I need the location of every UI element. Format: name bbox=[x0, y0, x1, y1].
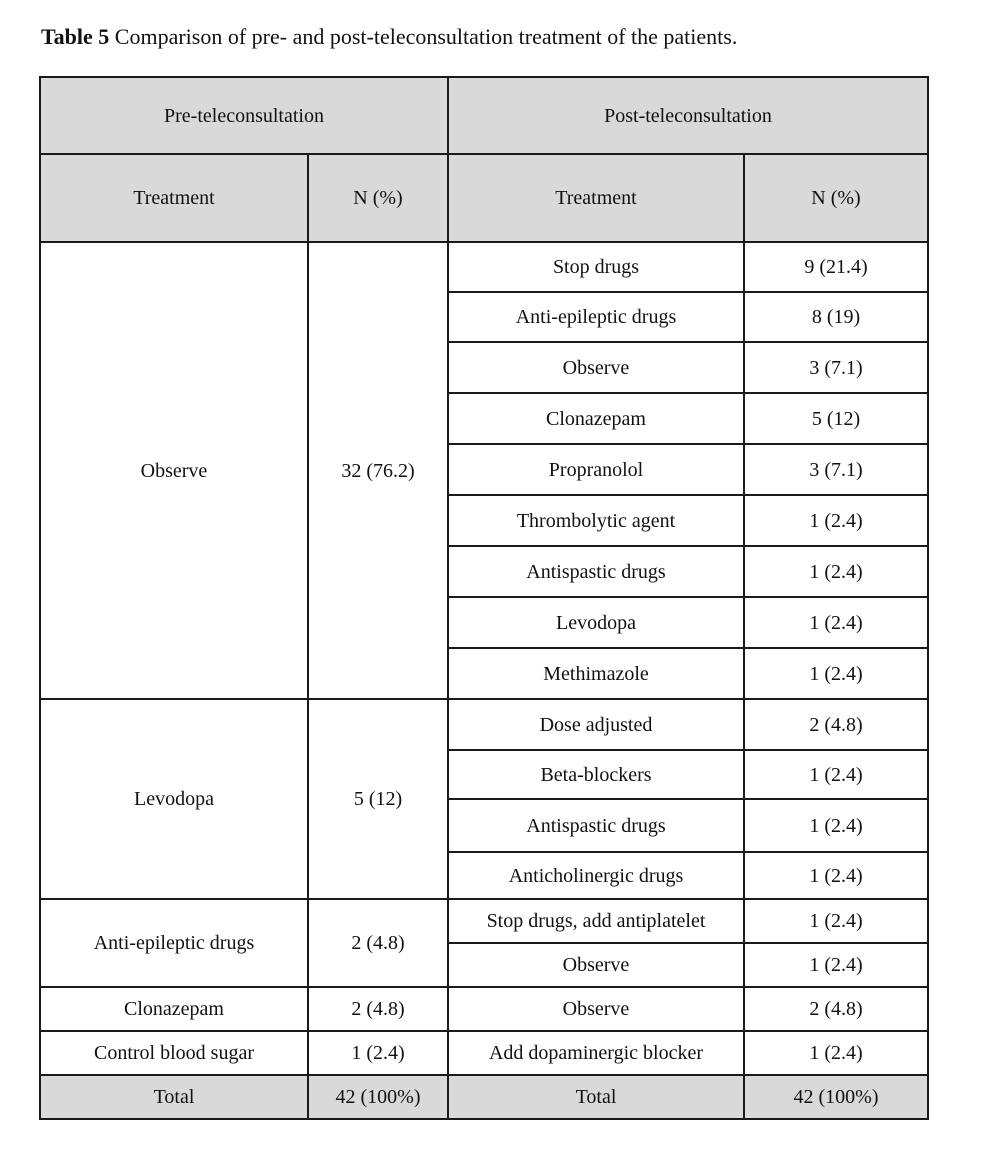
pre-teleconsultation-header: Pre-teleconsultation bbox=[40, 77, 448, 154]
post-treatment-header: Treatment bbox=[448, 154, 744, 242]
post-treatment-cell: Dose adjusted bbox=[448, 699, 744, 750]
post-treatment-cell: Observe bbox=[448, 342, 744, 393]
post-n-cell: 1 (2.4) bbox=[744, 852, 928, 899]
post-treatment-cell: Observe bbox=[448, 943, 744, 987]
header-row-columns bbox=[40, 154, 928, 242]
table-row bbox=[40, 1031, 928, 1075]
pre-treatment-cell: Levodopa bbox=[40, 699, 308, 899]
pre-n-header: N (%) bbox=[308, 154, 448, 242]
post-n-cell: 1 (2.4) bbox=[744, 750, 928, 799]
post-treatment-cell: Propranolol bbox=[448, 444, 744, 495]
post-treatment-cell: Antispastic drugs bbox=[448, 799, 744, 852]
post-treatment-cell: Antispastic drugs bbox=[448, 546, 744, 597]
post-total-n: 42 (100%) bbox=[744, 1075, 928, 1119]
post-n-cell: 2 (4.8) bbox=[744, 987, 928, 1031]
post-n-cell: 1 (2.4) bbox=[744, 799, 928, 852]
header-row-groups bbox=[40, 77, 928, 154]
post-treatment-cell: Stop drugs bbox=[448, 242, 744, 292]
pre-treatment-cell: Observe bbox=[40, 242, 308, 699]
table-row bbox=[40, 987, 928, 1031]
pre-treatment-cell: Anti-epileptic drugs bbox=[40, 899, 308, 987]
table-row bbox=[40, 242, 928, 292]
post-n-cell: 1 (2.4) bbox=[744, 648, 928, 699]
post-total-label: Total bbox=[448, 1075, 744, 1119]
table-number: Table 5 bbox=[41, 24, 110, 49]
post-treatment-cell: Levodopa bbox=[448, 597, 744, 648]
table-body bbox=[40, 77, 928, 1119]
post-n-cell: 1 (2.4) bbox=[744, 546, 928, 597]
pre-treatment-cell: Control blood sugar bbox=[40, 1031, 308, 1075]
post-treatment-cell: Stop drugs, add antiplatelet bbox=[448, 899, 744, 943]
post-n-cell: 1 (2.4) bbox=[744, 943, 928, 987]
post-n-cell: 1 (2.4) bbox=[744, 597, 928, 648]
pre-n-cell: 32 (76.2) bbox=[308, 242, 448, 699]
comparison-table bbox=[39, 76, 929, 1120]
post-n-cell: 9 (21.4) bbox=[744, 242, 928, 292]
pre-total-label: Total bbox=[40, 1075, 308, 1119]
table-row bbox=[40, 899, 928, 943]
pre-n-cell: 1 (2.4) bbox=[308, 1031, 448, 1075]
post-n-cell: 1 (2.4) bbox=[744, 899, 928, 943]
post-treatment-cell: Add dopaminergic blocker bbox=[448, 1031, 744, 1075]
post-treatment-cell: Beta-blockers bbox=[448, 750, 744, 799]
post-n-cell: 5 (12) bbox=[744, 393, 928, 444]
pre-treatment-header: Treatment bbox=[40, 154, 308, 242]
pre-n-cell: 2 (4.8) bbox=[308, 899, 448, 987]
post-treatment-cell: Anti-epileptic drugs bbox=[448, 292, 744, 342]
post-n-cell: 1 (2.4) bbox=[744, 1031, 928, 1075]
post-n-cell: 1 (2.4) bbox=[744, 495, 928, 546]
post-treatment-cell: Observe bbox=[448, 987, 744, 1031]
pre-n-cell: 2 (4.8) bbox=[308, 987, 448, 1031]
post-treatment-cell: Clonazepam bbox=[448, 393, 744, 444]
post-n-cell: 3 (7.1) bbox=[744, 444, 928, 495]
post-n-cell: 2 (4.8) bbox=[744, 699, 928, 750]
pre-total-n: 42 (100%) bbox=[308, 1075, 448, 1119]
pre-n-cell: 5 (12) bbox=[308, 699, 448, 899]
post-n-cell: 3 (7.1) bbox=[744, 342, 928, 393]
table-caption bbox=[41, 22, 737, 52]
post-treatment-cell: Thrombolytic agent bbox=[448, 495, 744, 546]
post-treatment-cell: Methimazole bbox=[448, 648, 744, 699]
post-teleconsultation-header: Post-teleconsultation bbox=[448, 77, 928, 154]
total-row bbox=[40, 1075, 928, 1119]
pre-treatment-cell: Clonazepam bbox=[40, 987, 308, 1031]
post-n-header: N (%) bbox=[744, 154, 928, 242]
table-title: Comparison of pre- and post-teleconsultation treatment of the patients. bbox=[109, 24, 738, 49]
post-n-cell: 8 (19) bbox=[744, 292, 928, 342]
table-row bbox=[40, 699, 928, 750]
post-treatment-cell: Anticholinergic drugs bbox=[448, 852, 744, 899]
